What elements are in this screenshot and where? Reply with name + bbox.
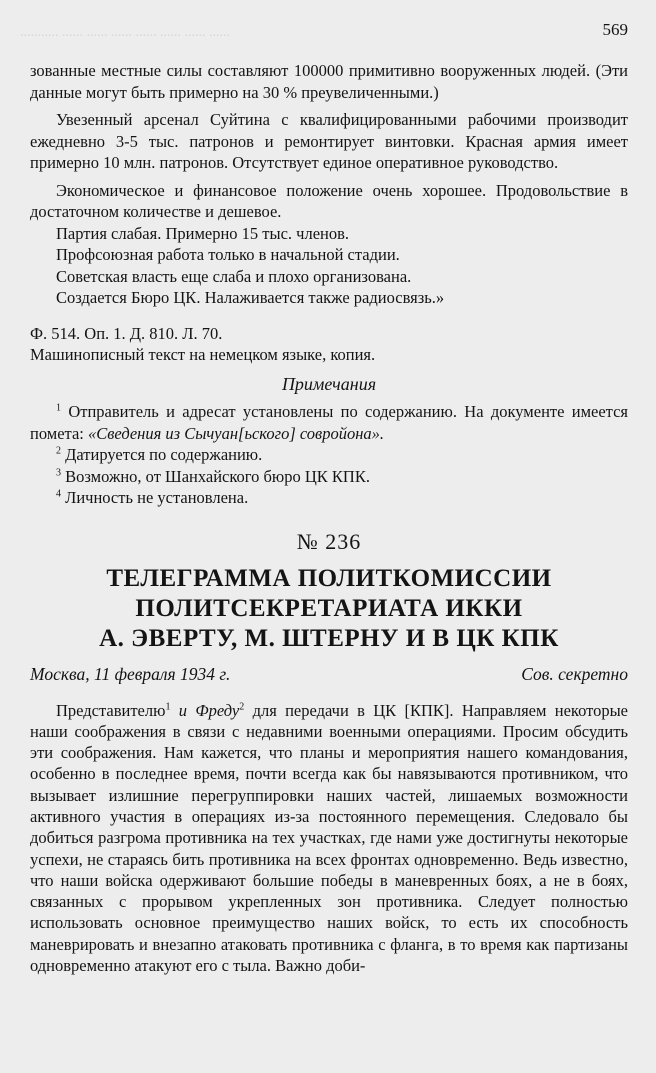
footnote-ref: 2 [239,701,245,712]
page-content [30,60,628,976]
note-text: Отправитель и адресат установлены по содержанию. На документе имеется помета: [30,402,628,443]
document-body [30,700,628,977]
page-number: 569 [602,20,628,39]
note-text: Датируется по содержанию. [65,445,263,464]
note-number: 2 [56,445,61,457]
document-title [30,564,628,654]
archive-reference-block [30,323,628,366]
body-addressee: Представителю [56,700,166,720]
footnote-ref: 1 [165,701,171,712]
note-number: 3 [56,467,61,478]
note-item [30,487,628,509]
paragraph-soviet-power: Советская власть еще слаба и плохо организована. [56,266,412,286]
paragraph-arsenal: Увезенный арсенал Суйтина с квалифицированными рабочими производит ежедневно 3-5 тыс. патронов и ремонтирует винтовки. Красная армия имеет примерно 10 млн. патронов. Отсутствует единое оперативное руководство. [30,110,628,172]
paragraph-unions: Профсоюзная работа только в начальной стадии. [56,245,400,264]
note-item [30,466,628,488]
note-number: 1 [56,402,61,414]
notes-heading: Примечания [281,373,377,394]
note-item [30,401,628,444]
archive-reference: Ф. 514. Оп. 1. Д. 810. Л. 70. [30,323,223,343]
note-text: Возможно, от Шанхайского бюро ЦК КПК. [65,466,370,486]
note-text-italic: «Сведения из Сычуан[ьского] совройона». [87,423,385,443]
body-addressee-fred: и Фреду [178,700,240,720]
document-title-line: ПОЛИТСЕКРЕТАРИАТА ИККИ [135,595,523,622]
document-number: № 236 [296,528,362,554]
paragraph-economy: Экономическое и финансовое положение очень хорошее. Продовольствие в достаточном количестве и дешевое. [30,180,628,221]
document-title-line: А. ЭВЕРТУ, М. ШТЕРНУ И В ЦК КПК [99,625,559,652]
classification-mark: Сов. секретно [521,664,628,684]
notes-list [30,401,628,509]
paragraph-continued: зованные местные силы составляют 100000 примитивно вооруженных людей. (Эти данные могут быть примерно на 30 % преувеличенными.) [30,61,628,102]
place-date: Москва, 11 февраля 1934 г. [30,664,231,684]
bleed-through-texture: ........... ...... ...... ...... ...... ...... ...... ...... [20,25,230,40]
paragraph-party: Партия слабая. Примерно 15 тыс. членов. [56,223,350,243]
document-title-line: ТЕЛЕГРАММА ПОЛИТКОМИССИИ [106,565,552,592]
note-item [30,444,628,466]
paragraph-bureau: Создается Бюро ЦК. Налаживается также радиосвязь.» [56,288,445,307]
body-text: для передачи в ЦК [КПК]. Направляем некоторые наши соображения в связи с недавними военными операциями. Просим обсудить эти соображения. Нам кажется, что планы и мероприятия нашего командования, особенно в последнее время, почти всегда как бы навязываются противником, что вызывает излишние перегруппировки наших частей, лишаемых возможности активного участия в операциях из-за постоянного перемещения. Следовало бы добиться разгрома противника на тех участках, где нами уже достигнуты некоторые успехи, не стараясь бить противника на всех фронтах одновременно. Ведь известно, что наши войска одерживают большие победы в маневренных боях, а не в боях, связанных с прорывом укрепленных зон противника. Следует полностью использовать основное преимущество наших войск, то есть их способность маневрировать и внезапно атаковать противника с фланга, в то время как партизаны одновременно атакуют его с тыла. Важно доби- [30,700,629,976]
archive-description: Машинописный текст на немецком языке, копия. [30,345,376,364]
note-number: 4 [56,488,61,500]
document-meta [30,664,628,686]
note-text: Личность не установлена. [65,488,249,507]
